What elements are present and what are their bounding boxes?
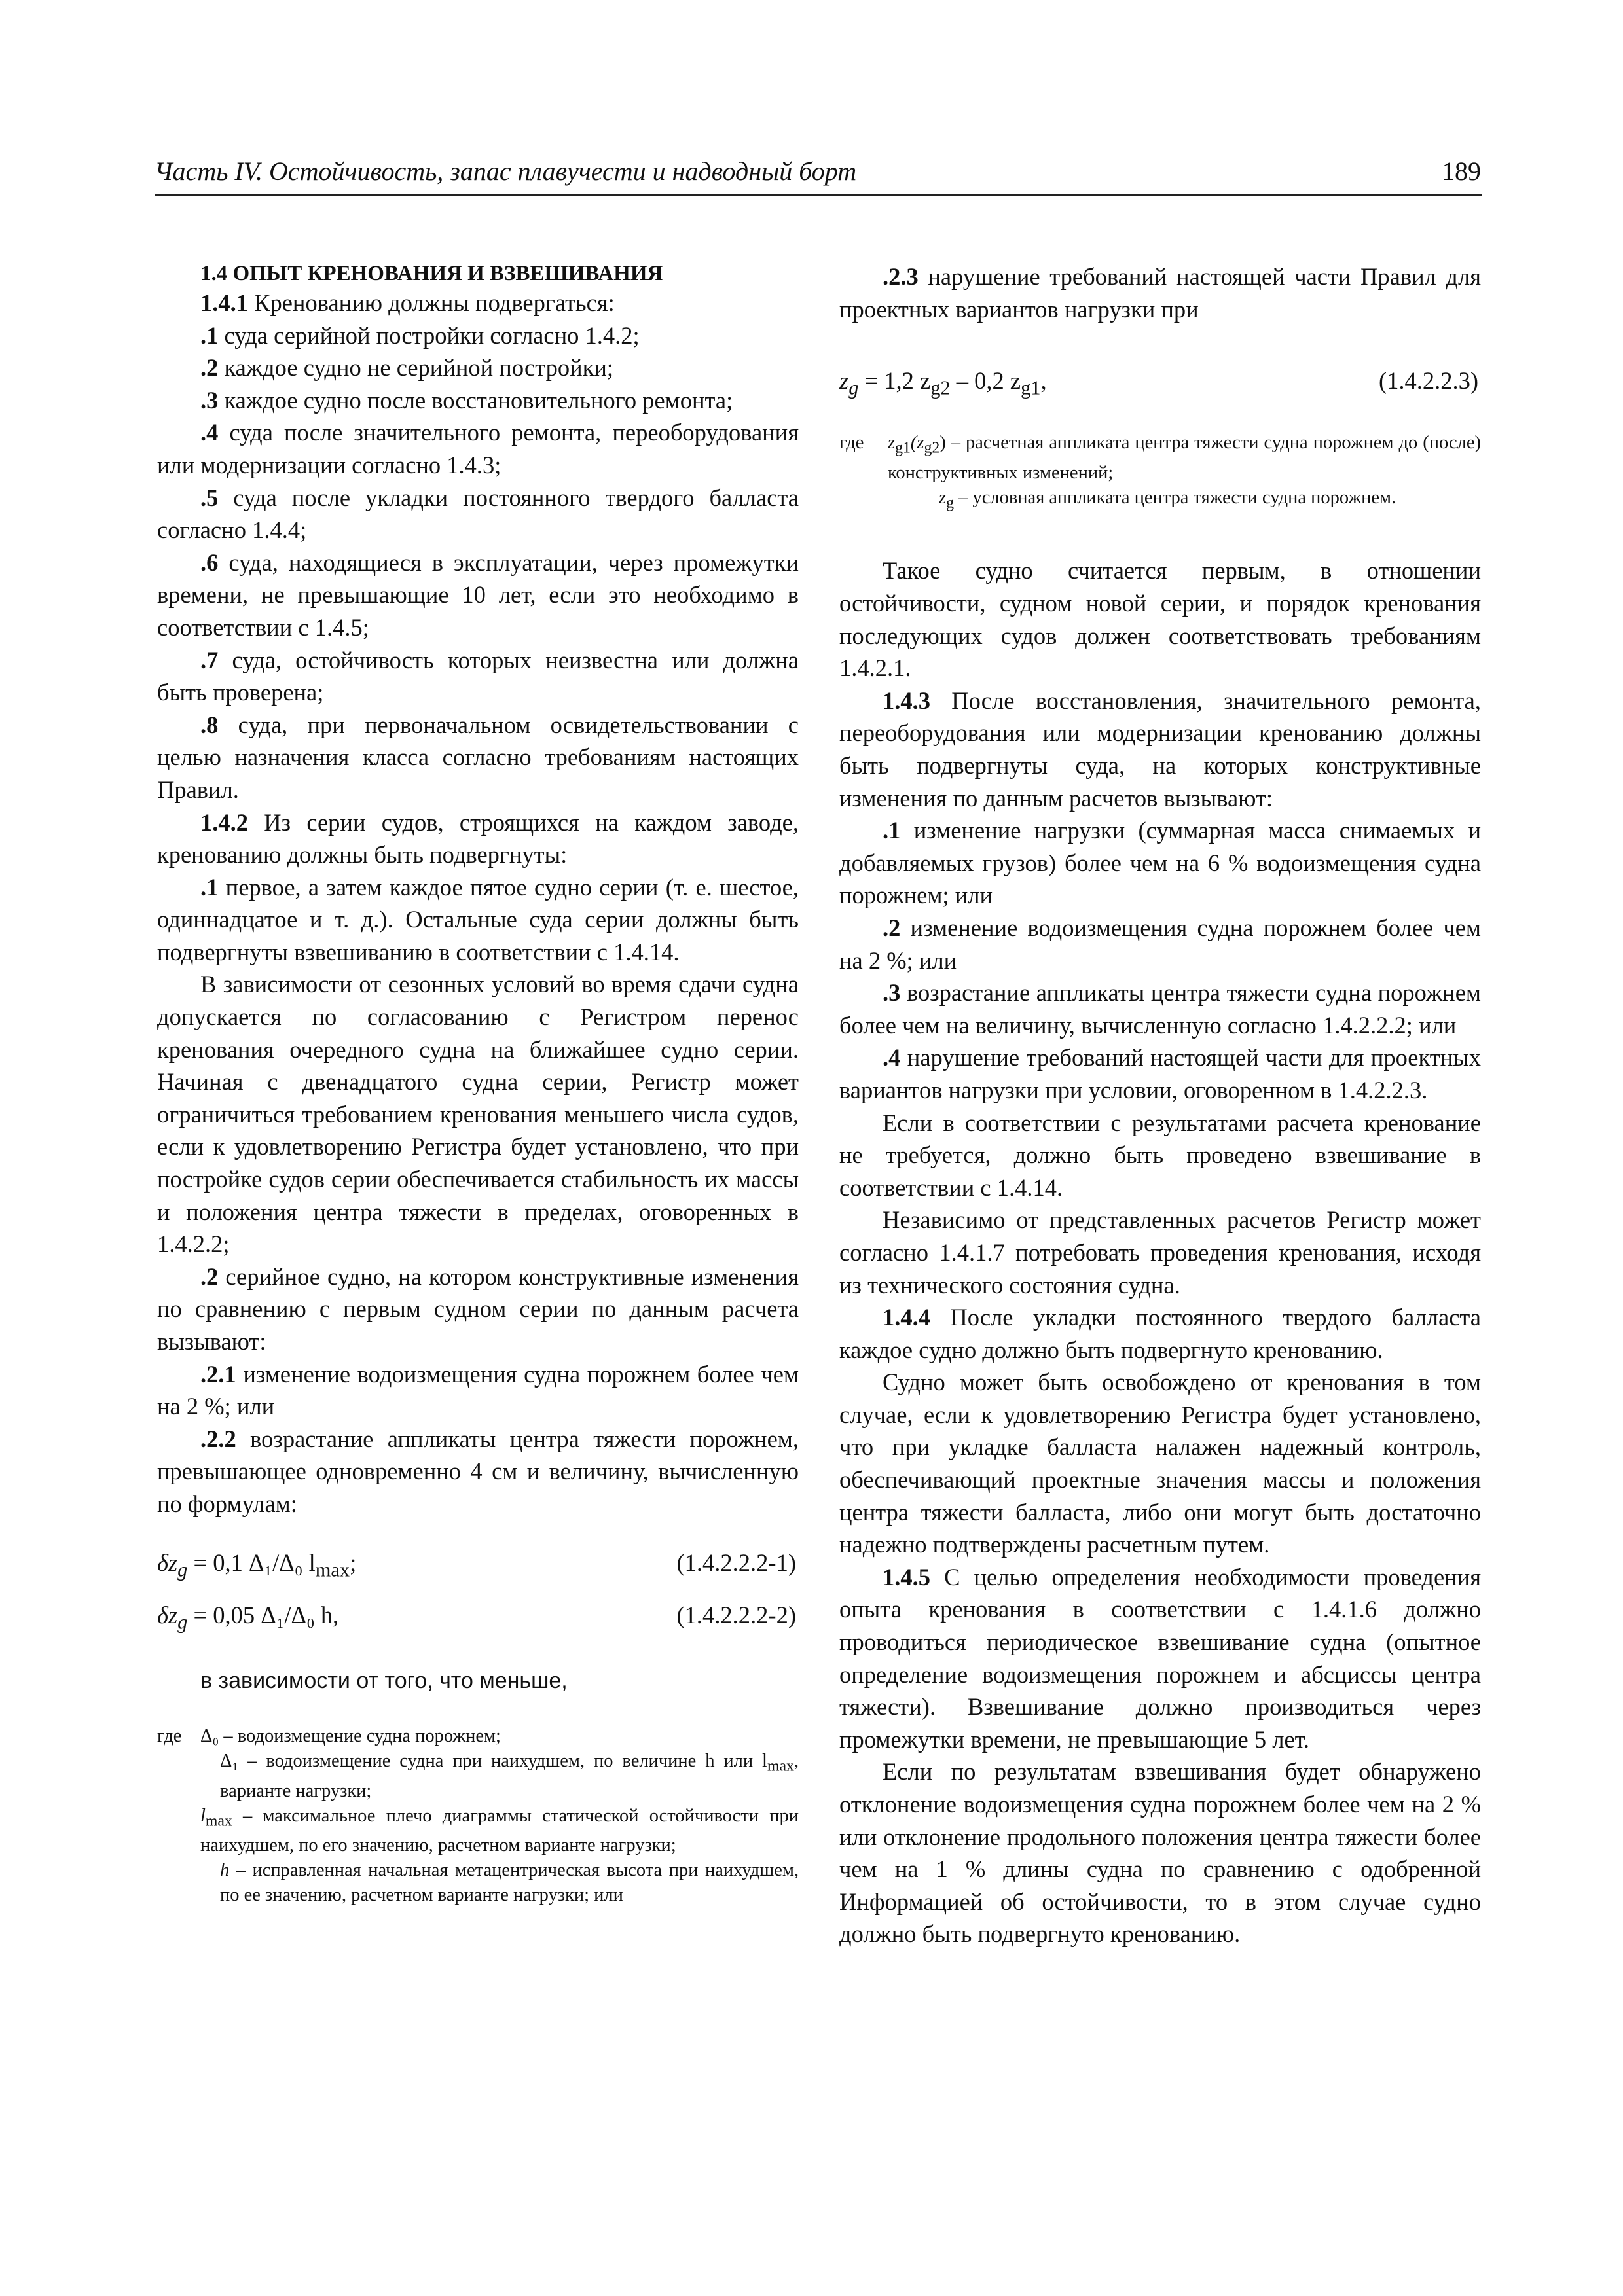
paragraph-text: Независимо от представленных расчетов Регистр может согласно 1.4.1.7 потребовать проведения кренования, исходя из технического состояния судна. (839, 1206, 1481, 1299)
paragraph (157, 384, 799, 417)
paragraph-text: суда, при первоначальном освидетельствовании с целью назначения класса согласно требованиям настоящих Правил. (157, 711, 799, 803)
paragraph (157, 351, 799, 384)
paragraph (839, 977, 1481, 1041)
paragraph-text: суда, остойчивость которых неизвестна или должна быть проверена; (157, 646, 799, 706)
paragraph-number: .6 (200, 548, 219, 576)
paragraph-number: .8 (200, 711, 219, 738)
after-formula-text: в зависимости от того, что меньше, (200, 1668, 568, 1694)
right-column (839, 260, 1481, 1950)
left-column (157, 260, 799, 1908)
paragraph-text: Из серии судов, строящихся на каждом заводе, кренованию должны быть подвергнуты: (157, 808, 799, 869)
paragraph (839, 1107, 1481, 1204)
paragraph (839, 1755, 1481, 1950)
paragraph-text: Если по результатам взвешивания будет обнаружено отклонение водоизмещения судна порожнем более чем на 2 % или отклонение продольного положения центра тяжести более чем на 1 % длины судна по сравнению с одобренной Информацией об остойчивости, то в этом случае судно должно быть подвергнуто кренованию. (839, 1758, 1481, 1948)
right-paragraphs (839, 554, 1481, 1950)
note-row: $z_g$ – условная аппликата центра тяжести судна порожнем. (939, 487, 1396, 512)
paragraph (157, 1358, 799, 1423)
note-row: h – исправленная начальная метацентрическая высота при наихудшем, по ее значению, расчетном варианте нагрузки; или (220, 1860, 799, 1906)
note-row: $l_{max}$ – максимальное плечо диаграммы статической остойчивости при наихудшем, по его значению, расчетном варианте нагрузки; (200, 1805, 799, 1856)
paragraph-text: каждое судно не серийной постройки; (218, 354, 614, 382)
paragraph-text: С целью определения необходимости проведения опыта кренования в соответствии с 1.4.1.6 должно проводиться периодическое взвешивание судна (опытное определение водоизмещения порожнем и абсциссы центра тяжести). Взвешивание должно производиться через промежутки времени, не превышающие 5 лет. (839, 1563, 1481, 1753)
paragraph-number: .1 (200, 873, 219, 901)
paragraph-text: возрастание аппликаты центра тяжести судна порожнем более чем на величину, вычисленную согласно 1.4.2.2.2; или (839, 979, 1481, 1039)
paragraph (157, 482, 799, 547)
paragraph-text: каждое судно после восстановительного ремонта; (218, 386, 733, 414)
paragraph-number: .1 (883, 817, 901, 844)
paragraph: .2.3 нарушение требований настоящей части Правил для проектных вариантов нагрузки при (839, 263, 1481, 323)
page-number: 189 (1442, 156, 1481, 186)
paragraph (157, 319, 799, 352)
paragraph (839, 1301, 1481, 1366)
paragraph-number: .3 (200, 386, 219, 414)
paragraph-number: .5 (200, 484, 219, 511)
paragraph (157, 806, 799, 871)
paragraph (157, 644, 799, 709)
paragraph-text: Если в соответствии с результатами расчета кренование не требуется, должно быть проведено взвешивание в соответствии с 1.4.14. (839, 1109, 1481, 1201)
paragraph-text: После укладки постоянного твердого балласта каждое судно должно быть подвергнуто кренованию. (839, 1304, 1481, 1363)
paragraph-number: .3 (883, 979, 901, 1007)
paragraph-text: Такое судно считается первым, в отношении остойчивости, судном новой серии, и порядок кренования последующих судов должен соответствовать требованиям 1.4.2.1. (839, 557, 1481, 682)
left-paragraphs (157, 287, 799, 1520)
formula-3: $z_g = 1,2$ $z_{g2} - 0,2$ $z_{g1}$, (1.4.2.2.3) (839, 365, 1481, 404)
paragraph (157, 968, 799, 1260)
paragraph (157, 1261, 799, 1358)
paragraph-text: нарушение требований настоящей части для проектных вариантов нагрузки при условии, оговоренном в 1.4.2.2.3. (839, 1044, 1481, 1103)
note-row: где Δ₀ – водоизмещение судна порожнем; (157, 1725, 501, 1746)
formula-2: $\delta z_g = 0,05$ Δ₁/Δ₀ h, (1.4.2.2.2-2) (157, 1599, 799, 1639)
paragraph-text: изменение нагрузки (суммарная масса снимаемых и добавляемых грузов) более чем на 6 % водоизмещения судна порожнем; или (839, 817, 1481, 909)
paragraph (839, 685, 1481, 814)
paragraph (839, 554, 1481, 684)
paragraph-text: суда, находящиеся в эксплуатации, через промежутки времени, не превышающие 10 лет, если это необходимо в соответствии с 1.4.5; (157, 548, 799, 641)
paragraph (839, 912, 1481, 977)
paragraph (839, 1366, 1481, 1561)
paragraph-text: возрастание аппликаты центра тяжести порожнем, превышающее одновременно 4 см и величину, вычисленную по формулам: (157, 1425, 799, 1517)
section-title: 1.4 ОПЫТ КРЕНОВАНИЯ И ВЗВЕШИВАНИЯ (200, 262, 663, 285)
paragraph-number: .4 (883, 1044, 901, 1071)
paragraph-text: суда серийной постройки согласно 1.4.2; (218, 321, 640, 349)
paragraph (157, 287, 799, 319)
paragraph-number: 1.4.1 (200, 289, 248, 316)
paragraph-text: суда после укладки постоянного твердого балласта согласно 1.4.4; (157, 484, 799, 544)
paragraph (157, 709, 799, 806)
running-title: Часть IV. Остойчивость, запас плавучести и надводный борт (155, 156, 857, 186)
paragraph-number: .2.1 (200, 1360, 236, 1388)
paragraph-number: .2.2 (200, 1425, 236, 1452)
paragraph-text: Кренованию должны подвергаться: (248, 289, 615, 316)
right-notes (839, 431, 1481, 515)
paragraph-number: 1.4.5 (883, 1563, 930, 1590)
formula-3-number: (1.4.2.2.3) (1378, 367, 1478, 395)
note-row: Δ₁ – водоизмещение судна при наихудшем, по величине h или $l_{max}$, варианте нагрузки; (220, 1750, 799, 1801)
paragraph-text: В зависимости от сезонных условий во время сдачи судна допускается по согласованию с Регистром перенос кренования очередного судна на ближайшее судно серии. Начиная с двенадцатого судна серии, Регистр может ограничиться требованием кренования меньшего числа судов, если к удовлетворению Регистра будет установлено, что при постройке судов серии обеспечивается стабильность их массы и положения центра тяжести в пределах, оговоренных в 1.4.2.2; (157, 971, 799, 1258)
paragraph-number: .2 (200, 1263, 219, 1290)
paragraph-number: 1.4.2 (200, 808, 248, 836)
formula-1: $\delta z_g = 0,1$ Δ₁/Δ₀ $l_{max}$; (1.4.2.2.2-1) (157, 1547, 799, 1587)
paragraph (157, 871, 799, 969)
paragraph-number: .2 (883, 914, 901, 941)
paragraph (839, 1041, 1481, 1106)
paragraph-number: 1.4.3 (883, 687, 930, 714)
paragraph (839, 1204, 1481, 1301)
paragraph-text: изменение водоизмещения судна порожнем более чем на 2 %; или (839, 914, 1481, 974)
formula-1-number: (1.4.2.2.2-1) (676, 1549, 796, 1576)
paragraph (839, 1561, 1481, 1756)
paragraph-number: .1 (200, 321, 219, 349)
running-header (155, 154, 1482, 196)
paragraph (157, 547, 799, 644)
formula-2-number: (1.4.2.2.2-2) (676, 1602, 796, 1629)
paragraph-text: Судно может быть освобождено от кренования в том случае, если к удовлетворению Регистра будет установлено, что при укладке балласта налажен надежный контроль, обеспечивающий проектные значения массы и положения центра тяжести балласта, либо они могут быть достаточно надежно подтверждены расчетным путем. (839, 1369, 1481, 1558)
paragraph (839, 814, 1481, 912)
paragraph-text: суда после значительного ремонта, переоборудования или модернизации согласно 1.4.3; (157, 419, 799, 478)
paragraph-text: изменение водоизмещения судна порожнем более чем на 2 %; или (157, 1360, 799, 1420)
paragraph (157, 416, 799, 481)
note-row: где $z_{g1}(z_{g2})$ – расчетная аппликата центра тяжести судна порожнем до (после) конструктивных изменений; (839, 433, 1481, 483)
paragraph (157, 1423, 799, 1520)
paragraph-number: .2 (200, 354, 219, 382)
paragraph-number: .7 (200, 646, 219, 673)
paragraph-number: .4 (200, 419, 219, 446)
paragraph-text: серийное судно, на котором конструктивные изменения по сравнению с первым судном серии по данным расчета вызывают: (157, 1263, 799, 1355)
paragraph-text: После восстановления, значительного ремонта, переоборудования или модернизации кренованию должны быть подвергнуты суда, на которых конструктивные изменения по данным расчетов вызывают: (839, 687, 1481, 812)
paragraph-number: 1.4.4 (883, 1304, 930, 1331)
left-notes (157, 1724, 799, 1908)
paragraph-text: первое, а затем каждое пятое судно серии (т. е. шестое, одиннадцатое и т. д.). Остальные суда серии должны быть подвергнуты взвешиванию в соответствии с 1.4.14. (157, 873, 799, 965)
